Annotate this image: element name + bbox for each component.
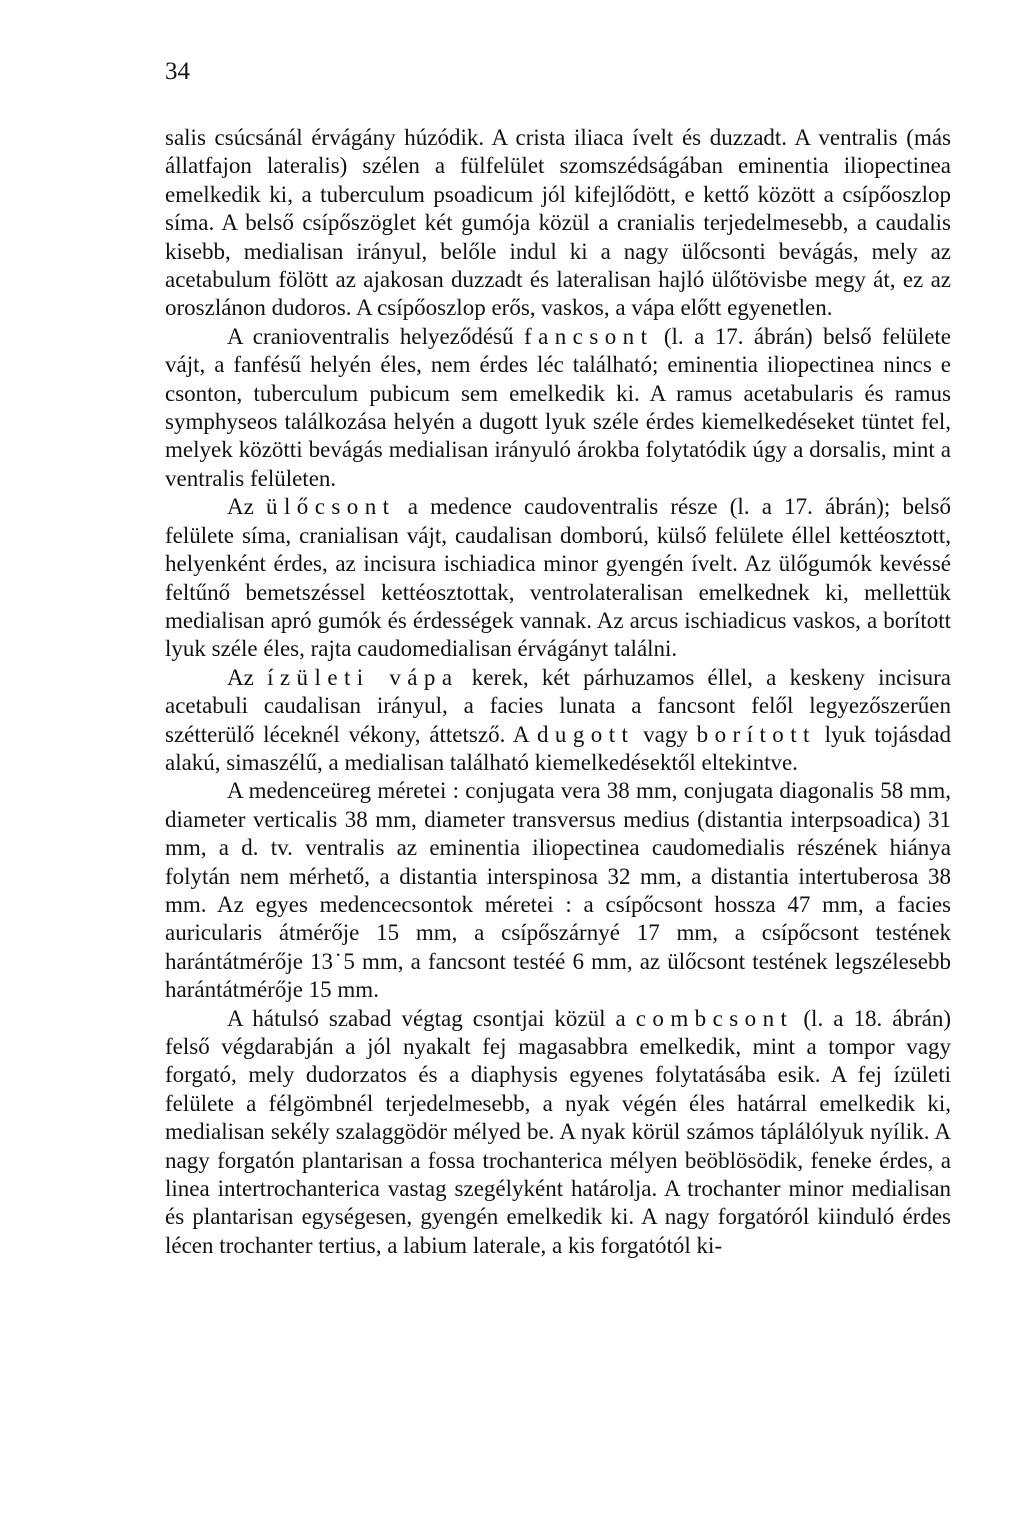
paragraph bbox=[165, 323, 951, 493]
spaced-term: ülőcsont bbox=[266, 494, 396, 520]
spaced-term: fancsont bbox=[523, 323, 654, 349]
paragraph bbox=[165, 1005, 951, 1261]
paragraph-text: lyuk tojásdad alakú, simaszélű, a medialisan található kiemelkedésektől eltekintve. bbox=[165, 721, 951, 775]
paragraph bbox=[165, 664, 951, 778]
paragraph bbox=[165, 493, 951, 663]
paragraph-text: Az bbox=[227, 494, 267, 520]
spaced-term: ízületi vápa bbox=[267, 664, 459, 690]
text-body bbox=[165, 124, 951, 1260]
paragraph-text: A medenceüreg méretei : conjugata vera 38 mm, conjugata diagonalis 58 mm, diameter verticalis 38 mm, diameter transversus medius (distantia interpsoadica) 31 mm, a d. tv. ventralis az eminentia iliopectinea caudomedialis részének hiánya folytán nem mérhető, a distantia interspinosa 32 mm, a distantia intertuberosa 38 mm. Az egyes medencecsontok méretei : a csípőcsont hossza 47 mm, a facies auricularis átmérője 15 mm, a csípőszárnyé 17 mm, a csípőcsont testének harántátmérője 13˙5 mm, a fancsont testéé 6 mm, az ülőcsont testének legszélesebb harántátmérője 15 mm. bbox=[165, 778, 951, 1003]
paragraph-text: Az bbox=[227, 664, 268, 690]
paragraph-text: A cranioventralis helyeződésű bbox=[227, 323, 524, 349]
paragraph-text: (l. a 18. ábrán) felső végdarabján a jól nyakalt fej magasabbra emelkedik, mint a tompor vagy forgató, mely dudorzatos és a diaphysis egyenes folytatásába esik. A fej ízületi felülete a félgömbnél terjedelmesebb, a nyak végén éles határral emelkedik ki, medialisan sekély szalaggödör mélyed be. A nyak körül számos táplálólyuk nyílik. A nagy forgatón plantarisan a fossa trochanterica mélyen beöblösödik, feneke érdes, a linea intertrochanterica vastag szegélyként határolja. A trochanter minor medialisan és plantarisan egységesen, gyengén emelkedik ki. A nagy forgatóról kiinduló érdes lécen trochanter tertius, a labium laterale, a kis forgatótól ki- bbox=[165, 1005, 951, 1258]
spaced-term: dugott bbox=[536, 721, 635, 747]
paragraph-text: vagy bbox=[634, 721, 697, 747]
spaced-term: combcsont bbox=[635, 1005, 794, 1031]
paragraph-text: a medence caudoventralis része (l. a 17. ábrán); belső felülete síma, cranialisan vájt, caudalisan domború, külső felülete éllel kettéosztott, helyenként érdes, az incisura ischiadica minor gyengén ívelt. Az ülőgumók kevéssé feltűnő bemetszéssel kettéosztottak, ventrolateralisan emelkednek ki, mellettük medialisan apró gumók és érdességek vannak. Az arcus ischiadicus vaskos, a borított lyuk széle éles, rajta caudomedialisan érvágányt találni. bbox=[165, 494, 952, 662]
paragraph bbox=[165, 777, 951, 1004]
spaced-term: borított bbox=[696, 721, 816, 747]
paragraph-text: salis csúcsánál érvágány húzódik. A crista iliaca ívelt és duzzadt. A ventralis (más állatfajon lateralis) szélen a fülfelület szomszédságában eminentia iliopectinea emelkedik ki, a tuberculum psoadicum jól kifejlődött, e kettő között a csípőoszlop síma. A belső csípőszöglet két gumója közül a cranialis terjedelmesebb, a caudalis kisebb, medialisan irányul, belőle indul ki a nagy ülőcsonti bevágás, mely az acetabulum fölött az ajakosan duzzadt és lateralisan hajló ülőtövisbe megy át, ez az oroszlánon dudoros. A csípőoszlop erős, vaskos, a vápa előtt egyenetlen. bbox=[165, 125, 951, 321]
paragraph bbox=[165, 124, 951, 323]
paragraph-text: A hátulsó szabad végtag csontjai közül a bbox=[227, 1005, 636, 1031]
paragraph-text: kerek, két párhuzamos éllel, a keskeny incisura acetabuli caudalisan irányul, a facies lunata a fancsont felől legyezőszerűen szétterülő léceknél vékony, áttetsző. A bbox=[165, 664, 951, 747]
page-number: 34 bbox=[165, 58, 190, 85]
paragraph-text: (l. a 17. ábrán) belső felülete vájt, a fanfésű helyén éles, nem érdes léc található; eminentia iliopectinea nincs e csonton, tuberculum pubicum sem emelkedik ki. A ramus acetabularis és ramus symphyseos találkozása helyén a dugott lyuk széle érdes kiemelkedéseket tüntet fel, melyek közötti bevágás medialisan irányuló árokba folytatódik úgy a dorsalis, mint a ventralis felületen. bbox=[165, 323, 952, 491]
